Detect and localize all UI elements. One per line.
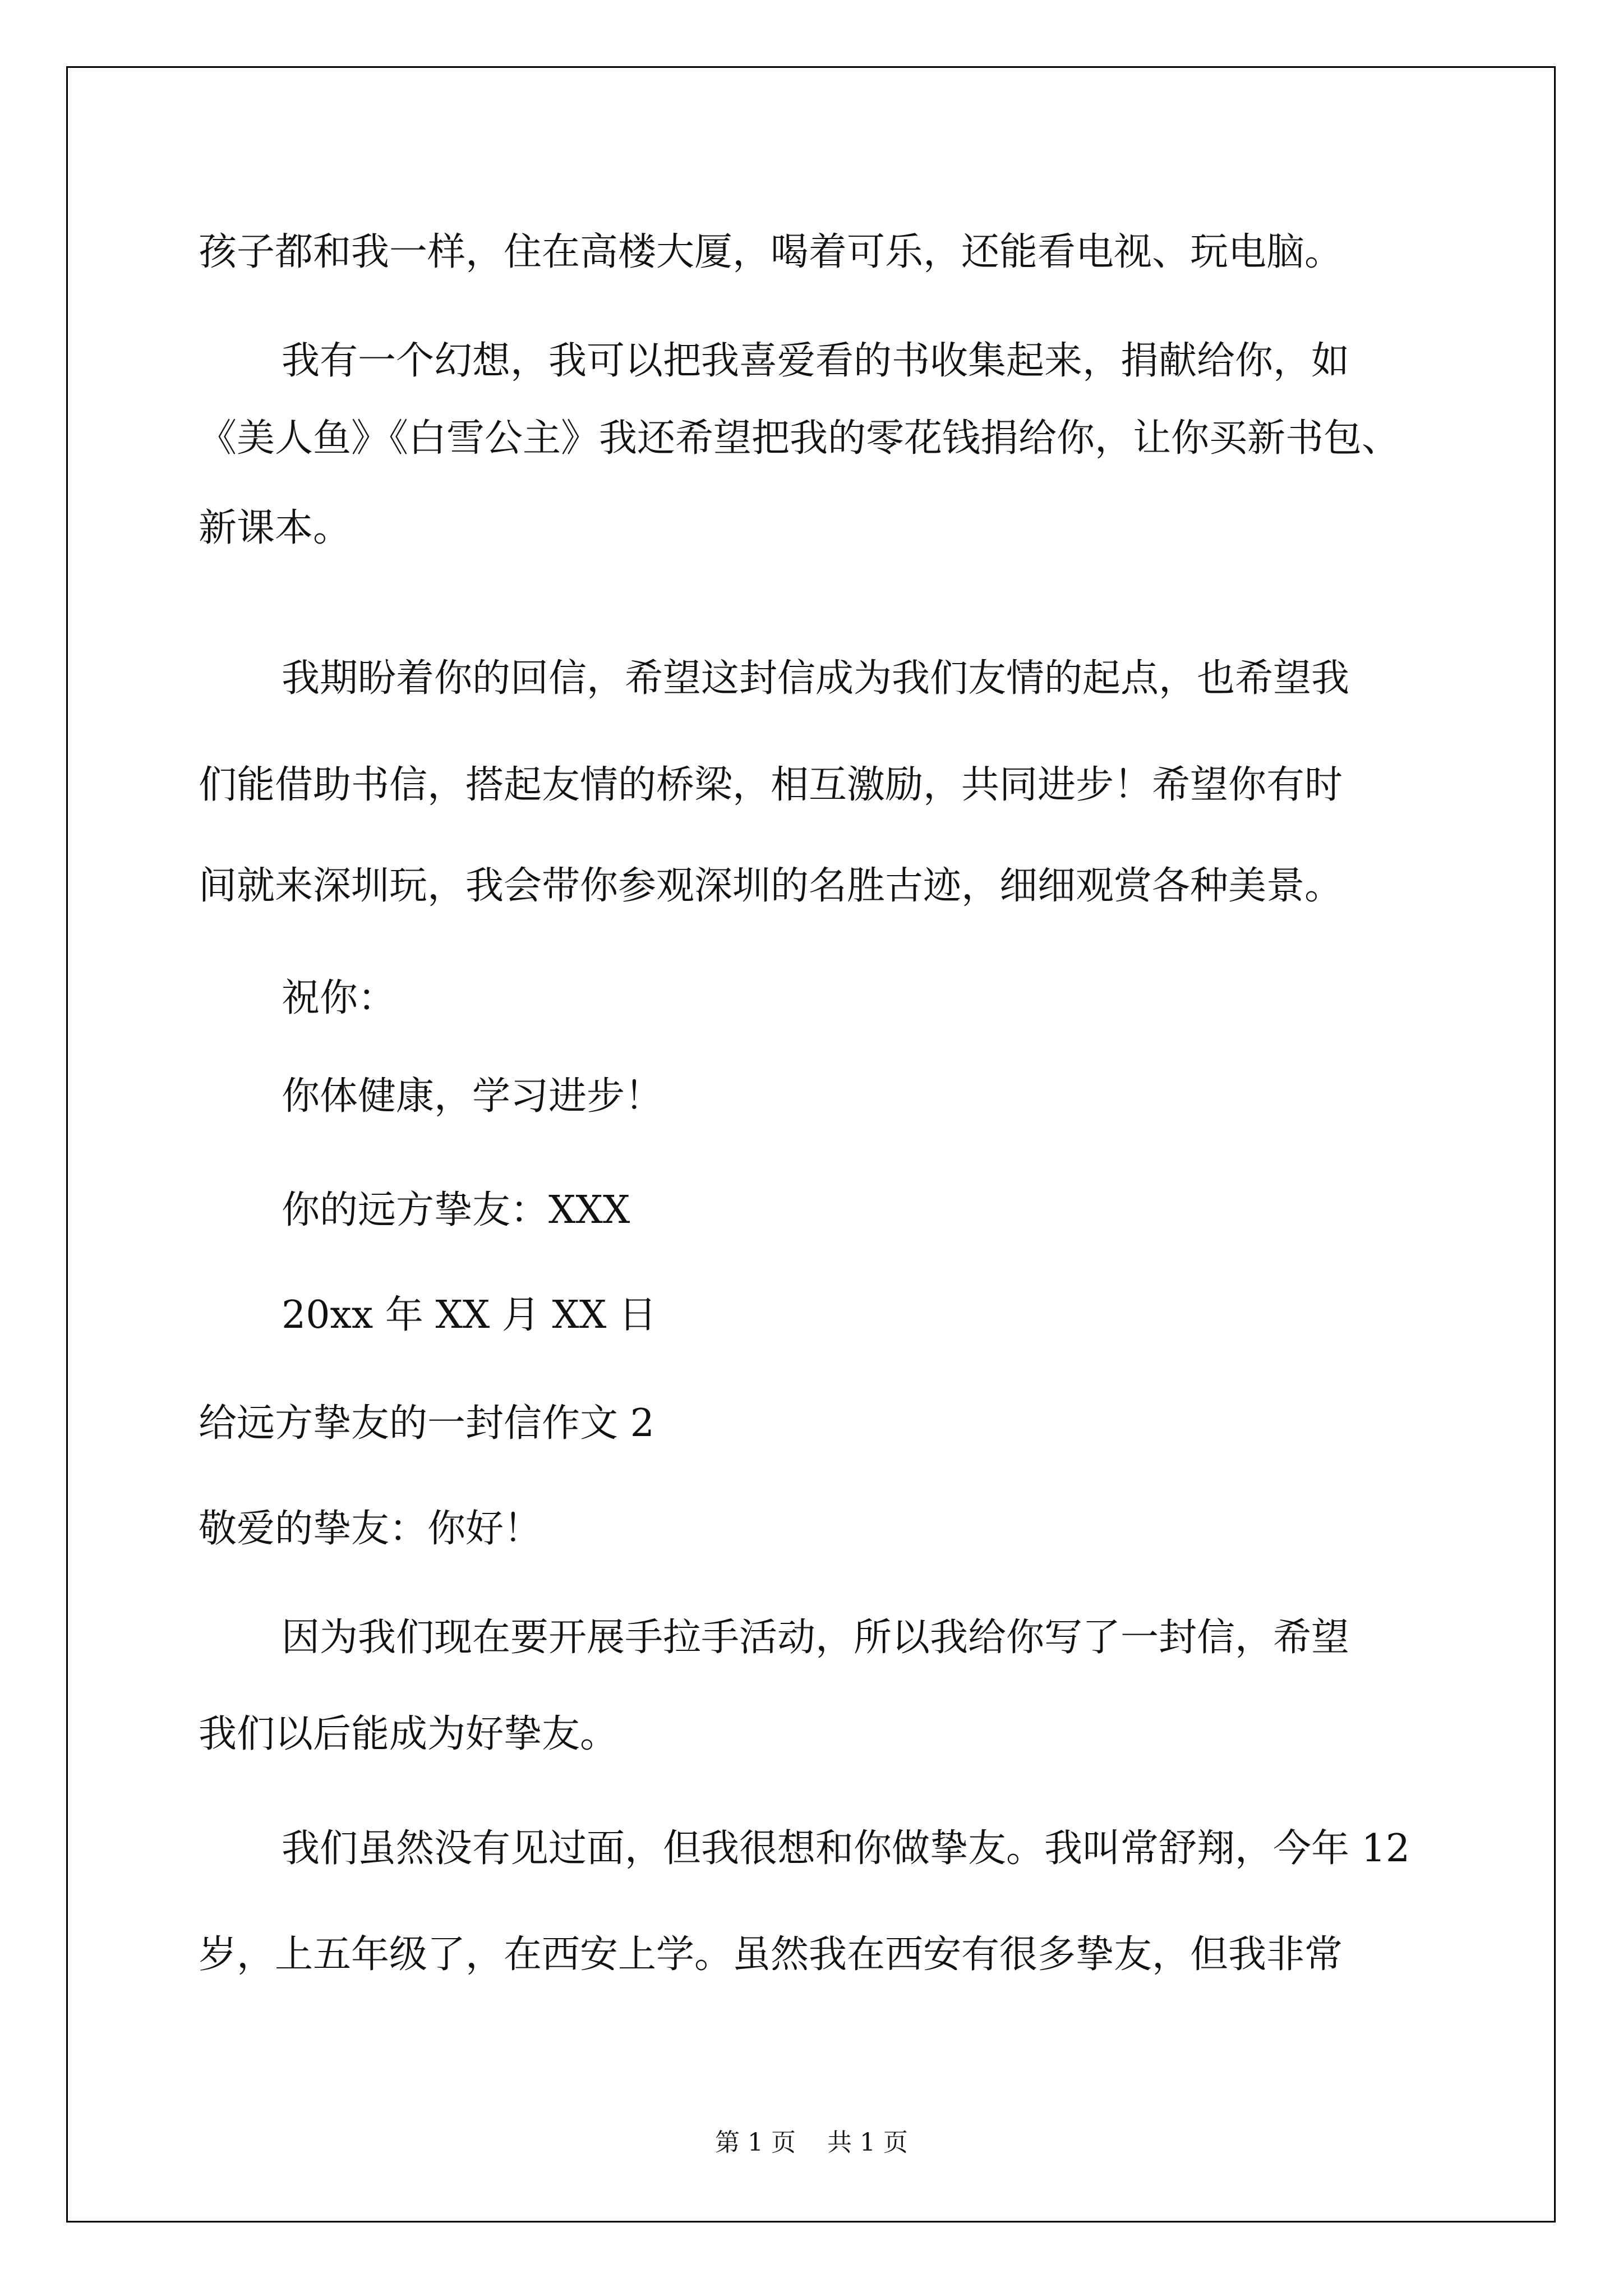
text-line: 我期盼着你的回信，希望这封信成为我们友情的起点，也希望我 — [282, 656, 1350, 701]
text-line: 你体健康，学习进步！ — [282, 1074, 663, 1119]
text-line: 们能借助书信，搭起友情的桥梁，相互激励，共同进步！希望你有时 — [199, 763, 1343, 807]
text-line: 我们虽然没有见过面，但我很想和你做挚友。我叫常舒翔，今年 12 — [282, 1826, 1410, 1871]
date-line: 20xx 年 XX 月 XX 日 — [282, 1293, 657, 1337]
text-line: 你的远方挚友：XXX — [282, 1188, 630, 1232]
text-line: 祝你： — [282, 976, 396, 1020]
text-line: 我们以后能成为好挚友。 — [199, 1712, 619, 1756]
page-number-footer: 第 1 页 共 1 页 — [715, 2128, 908, 2157]
text-line: 《美人鱼》《白雪公主》我还希望把我的零花钱捐给你，让你买新书包、 — [199, 416, 1400, 461]
text-line: 因为我们现在要开展手拉手活动，所以我给你写了一封信，希望 — [282, 1616, 1350, 1660]
text-line: 新课本。 — [199, 506, 352, 550]
text-line: 孩子都和我一样，住在高楼大厦，喝着可乐，还能看电视、玩电脑。 — [199, 230, 1343, 274]
text-line: 我有一个幻想，我可以把我喜爱看的书收集起来，捐献给你，如 — [282, 339, 1350, 383]
text-line: 间就来深圳玩，我会带你参观深圳的名胜古迹，细细观赏各种美景。 — [199, 864, 1343, 908]
greeting-line: 敬爱的挚友：你好！ — [199, 1507, 542, 1551]
section-title: 给远方挚友的一封信作文 2 — [199, 1401, 654, 1446]
text-line: 岁，上五年级了，在西安上学。虽然我在西安有很多挚友，但我非常 — [199, 1932, 1343, 1977]
page-border — [66, 66, 1556, 2223]
